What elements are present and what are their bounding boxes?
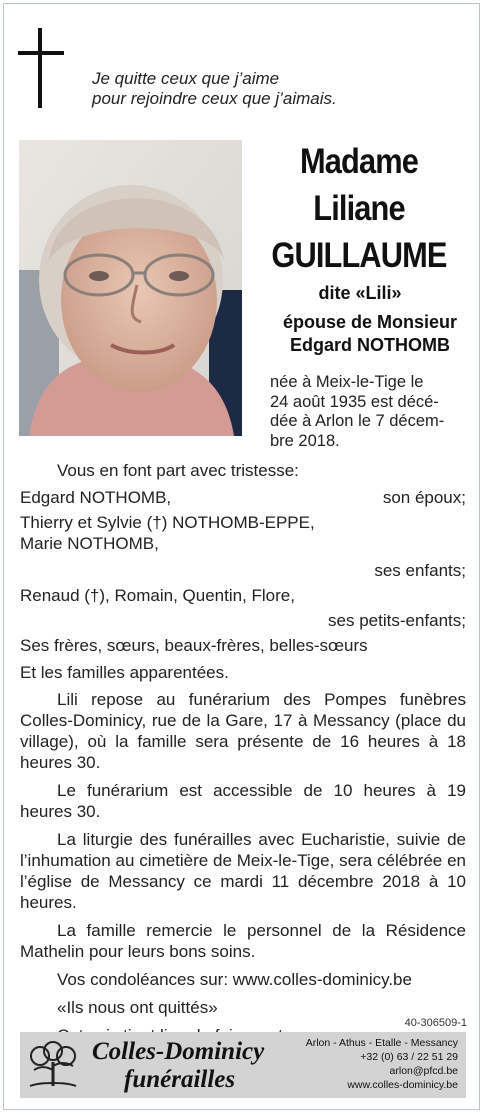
birth-line: dée à Arlon le 7 décem- (270, 412, 445, 430)
email-link[interactable]: arlon@pfcd.be (389, 1065, 458, 1077)
brand-tagline: funérailles (124, 1066, 236, 1093)
family-names: Marie NOTHOMB, (20, 534, 159, 553)
family-row (20, 487, 466, 508)
nickname: dite «Lili» (318, 283, 402, 303)
website-link[interactable]: www.colles-dominicy.be (347, 1079, 458, 1091)
spouse-line: Edgard NOTHOMB (290, 335, 450, 355)
locations-text: Arlon - Athus - Etalle - Messancy (305, 1037, 458, 1049)
epitaph-line: pour rejoindre ceux que j’aimais. (92, 89, 337, 108)
condolences-text: Vos condoléances sur: www.colles-dominicy.be (57, 970, 412, 989)
family-relation: ses petits-enfants; (328, 611, 466, 630)
brand-name: Colles-Dominicy (92, 1038, 265, 1065)
intro-text: Vous en font part avec tristesse: (57, 461, 299, 480)
deceased-name (250, 138, 468, 279)
family-row (20, 635, 466, 656)
family-relation: son époux; (382, 488, 466, 507)
family-relation: ses enfants; (374, 561, 466, 580)
birth-death-info (270, 373, 467, 451)
family-row (20, 533, 466, 554)
phone-text: +32 (0) 63 / 22 51 29 (360, 1051, 458, 1063)
family-names: Edgard NOTHOMB, (20, 488, 172, 507)
family-row (20, 585, 466, 606)
name-line-first: Liliane (313, 189, 405, 228)
tree-logo-icon (26, 1040, 80, 1088)
name-line-last: GUILLAUME (271, 236, 447, 275)
paragraph-funerarium: Lili repose au funérarium des Pompes funèbres Colles-Dominicy, rue de la Gare, 17 à Messancy (place du village), où la famille sera présente de 16 heures à 18 heures 30. (20, 690, 466, 772)
portrait-photo (19, 140, 242, 436)
contact-info (306, 1036, 458, 1092)
family-names: Renaud (†), Romain, Quentin, Flore, (20, 586, 295, 605)
birth-line: née à Meix-le-Tige le (270, 373, 424, 391)
family-row (20, 512, 466, 533)
latin-cross-icon (18, 28, 66, 108)
epitaph-line: Je quitte ceux que j’aime (92, 69, 280, 88)
announcement-body (20, 460, 466, 1046)
paragraph-hours: Le funérarium est accessible de 10 heures à 19 heures 30. (20, 781, 466, 821)
birth-line: 24 août 1935 est décé- (270, 392, 439, 411)
epitaph (92, 69, 392, 109)
name-line-title: Madame (300, 142, 418, 181)
spouse-info (262, 311, 478, 357)
paragraph-liturgy: La liturgie des funérailles avec Eucharistie, suivie de l’inhumation au cimetière de Meix-le-Tige, sera célébrée en l’église de Messancy ce mardi 11 décembre 2018 à 10 heures. (20, 830, 466, 912)
reference-number: 40-306509-1 (404, 1017, 467, 1029)
funeral-home-banner (20, 1032, 466, 1098)
spouse-line: épouse de Monsieur (282, 312, 458, 332)
family-names: Ses frères, sœurs, beaux-frères, belles-sœurs (20, 636, 368, 655)
birth-line: bre 2018. (270, 431, 340, 450)
family-names: Thierry et Sylvie (†) NOTHOMB-EPPE, (20, 513, 315, 532)
family-names: Et les familles apparentées. (20, 663, 229, 682)
quote-text: «Ils nous ont quittés» (57, 998, 218, 1017)
family-row (20, 662, 466, 683)
paragraph-thanks: La famille remercie le personnel de la Résidence Mathelin pour leurs bons soins. (20, 921, 466, 961)
